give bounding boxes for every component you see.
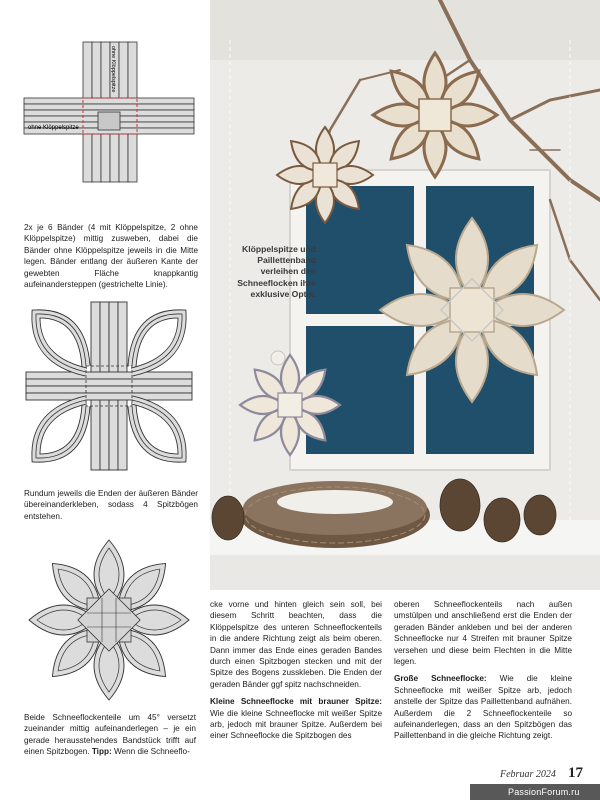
col1-tip-text: Wenn die Schneeflo- [111, 747, 190, 757]
pointed-arches-diagram [24, 300, 194, 472]
tip-label: Tipp: [91, 747, 112, 757]
snowflake-brown-small [277, 127, 373, 223]
text-column-1 [24, 712, 196, 758]
page-number: 17 [568, 765, 583, 781]
col3-text2: Wie die kleine Schneeflocke mit weißer Spitze arb, jedoch anstelle der Spitze das Paillettenband aufnähen. Außerdem die 2 Schneeflockenteile so aufeinanderlegen, dass an den Spitzbögen das Paillettenband in die gleiche Richtung zeigt. [394, 674, 573, 741]
col1-text: Beide Schneeflockenteile um 45° versetzt zueinander mittig aufeinanderlegen – je ein gerade herausstehendes Bandstück trifft auf einen Spitzbogen. [24, 713, 196, 757]
text-column-3 [394, 599, 572, 742]
magazine-issue: Februar 2024 [500, 769, 556, 780]
label-horizontal: ohne Klöppelspitze [28, 125, 79, 131]
instruction-paragraph-1: 2x je 6 Bänder (4 mit Klöppelspitze, 2 ohne Klöppelspitze) mittig zusweben, dabei die Bänder ohne Klöppelspitze jeweils in die Mitte legen. Bänder entlang der äußeren Kante der gewebten Fläche knappkantig aufeinandersteppen (gestrichelte Linie). [24, 223, 198, 290]
label-vertical: ohne Klöppelspitze [110, 46, 116, 93]
heading-small-brown: Kleine Schneeflocke mit brauner Spitze: [210, 697, 382, 707]
snowflake-sequin-large [380, 218, 564, 402]
weave-cross-diagram [20, 40, 198, 185]
heading-large-snowflake: Große Schneeflocke: [394, 674, 487, 684]
photo-caption: Klöppelspitze und Paillettenband verleihen den Schneeflocken ihre exklusive Optik. [237, 244, 316, 299]
instruction-paragraph-2: Rundum jeweils die Enden der äußeren Bänder übereinanderkleben, sodass 4 Spitzbögen entstehen. [24, 489, 198, 521]
twig-wreath [240, 481, 430, 548]
eight-point-star-diagram [24, 536, 194, 704]
snowflake-brown-large [373, 53, 497, 177]
snowflake-white-small [240, 355, 340, 455]
col3-text1: oberen Schneeflockenteils nach außen umstülpen und anschließend erst die Enden der geraden Bänder ankleben und bei der anderen Schneeflocke nur 4 Streifen mit brauner Spitze versehen und diese beim Flechten in die Mitte legen. [394, 600, 572, 667]
watermark-text: PassionForum.ru [508, 787, 580, 797]
text-column-2 [210, 599, 382, 742]
col2-text1: cke vorne und hinten gleich sein soll, bei diesem Schritt beachten, dass die Klöppelspitze des unteren Schneeflockenteils in die andere Richtung zeigt als beim oberen. Dann immer das Ende eines geraden Bandes durch einen Spitzbogen stecken und mit der Spitze des Bogens zusskleben. Die Enden der geraden Bänder ggf spitz nachschneiden. [210, 600, 382, 689]
col2-text2: Wie die kleine Schneeflocke mit weißer Spitze arb, jedoch mit brauner Spitze. Außerdem bei einer Schneeflocke die Spitzbogen des [210, 708, 382, 741]
